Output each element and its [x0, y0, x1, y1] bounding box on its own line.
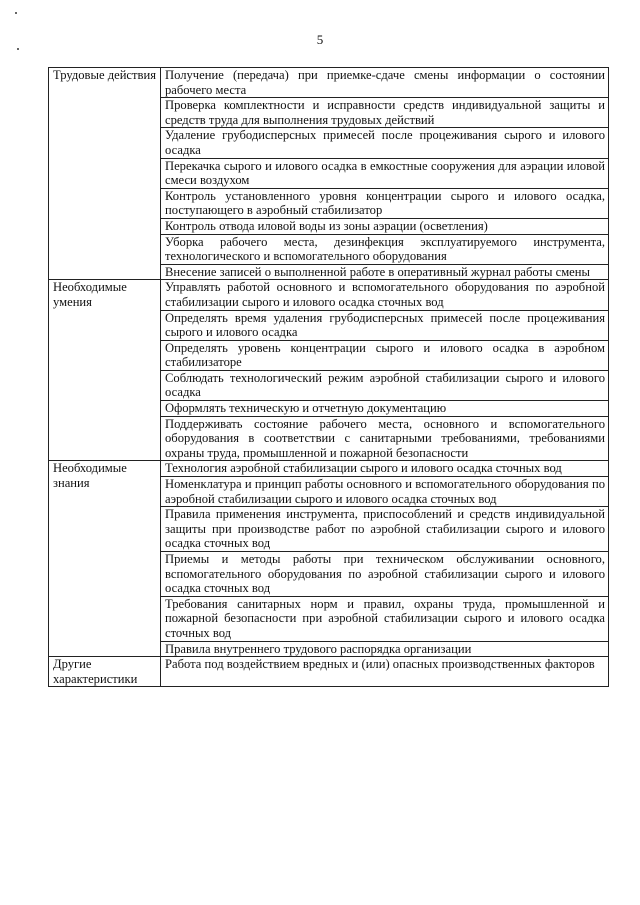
category-cell: Необходимые умения: [49, 280, 161, 461]
category-cell: Необходимые знания: [49, 461, 161, 657]
characteristics-table: [48, 67, 609, 687]
item-cell: Получение (передача) при приемке-сдаче смены информации о состоянии рабочего места: [161, 68, 609, 98]
item-cell: Технология аэробной стабилизации сырого и илового осадка сточных вод: [161, 461, 609, 477]
item-cell: Поддерживать состояние рабочего места, основного и вспомогательного оборудования в соответствии с санитарными требованиями, требованиями охраны труда, промышленной и пожарной безопасности: [161, 416, 609, 461]
item-cell: Внесение записей о выполненной работе в оперативный журнал работы смены: [161, 264, 609, 280]
category-cell: Другие характеристики: [49, 657, 161, 687]
scan-speck: [15, 12, 17, 14]
item-cell: Соблюдать технологический режим аэробной стабилизации сырого и илового осадка: [161, 370, 609, 400]
table-row: [49, 461, 609, 477]
table-row: [49, 280, 609, 310]
table-body: [49, 68, 609, 687]
item-cell: Приемы и методы работы при техническом обслуживании основного, вспомогательного оборудования по аэробной стабилизации сырого и илового осадка сточных вод: [161, 552, 609, 597]
item-cell: Удаление грубодисперсных примесей после процеживания сырого и илового осадка: [161, 128, 609, 158]
item-cell: Правила внутреннего трудового распорядка организации: [161, 641, 609, 657]
item-cell: Требования санитарных норм и правил, охраны труда, промышленной и пожарной безопасности при аэробной стабилизации сырого и илового осадка сточных вод: [161, 596, 609, 641]
scan-speck: [17, 48, 19, 50]
item-cell: Определять уровень концентрации сырого и илового осадка в аэробном стабилизаторе: [161, 340, 609, 370]
item-cell: Управлять работой основного и вспомогательного оборудования по аэробной стабилизации сырого и илового осадка сточных вод: [161, 280, 609, 310]
item-cell: Определять время удаления грубодисперсных примесей после процеживания сырого и илового осадка: [161, 310, 609, 340]
table-row: [49, 657, 609, 687]
item-cell: Уборка рабочего места, дезинфекция эксплуатируемого инструмента, технологического и вспомогательного оборудования: [161, 234, 609, 264]
item-cell: Работа под воздействием вредных и (или) опасных производственных факторов: [161, 657, 609, 687]
item-cell: Правила применения инструмента, приспособлений и средств индивидуальной защиты при производстве работ по аэробной стабилизации сырого и илового осадка сточных вод: [161, 507, 609, 552]
item-cell: Перекачка сырого и илового осадка в емкостные сооружения для аэрации иловой смеси воздухом: [161, 158, 609, 188]
item-cell: Контроль отвода иловой воды из зоны аэрации (осветления): [161, 218, 609, 234]
category-cell: Трудовые действия: [49, 68, 161, 280]
item-cell: Оформлять техническую и отчетную документацию: [161, 401, 609, 417]
item-cell: Номенклатура и принцип работы основного и вспомогательного оборудования по аэробной стабилизации сырого и илового осадка сточных вод: [161, 477, 609, 507]
item-cell: Проверка комплектности и исправности средств индивидуальной защиты и средств труда для выполнения трудовых действий: [161, 98, 609, 128]
item-cell: Контроль установленного уровня концентрации сырого и илового осадка, поступающего в аэробный стабилизатор: [161, 188, 609, 218]
table-row: [49, 68, 609, 98]
page-number: 5: [316, 32, 324, 47]
